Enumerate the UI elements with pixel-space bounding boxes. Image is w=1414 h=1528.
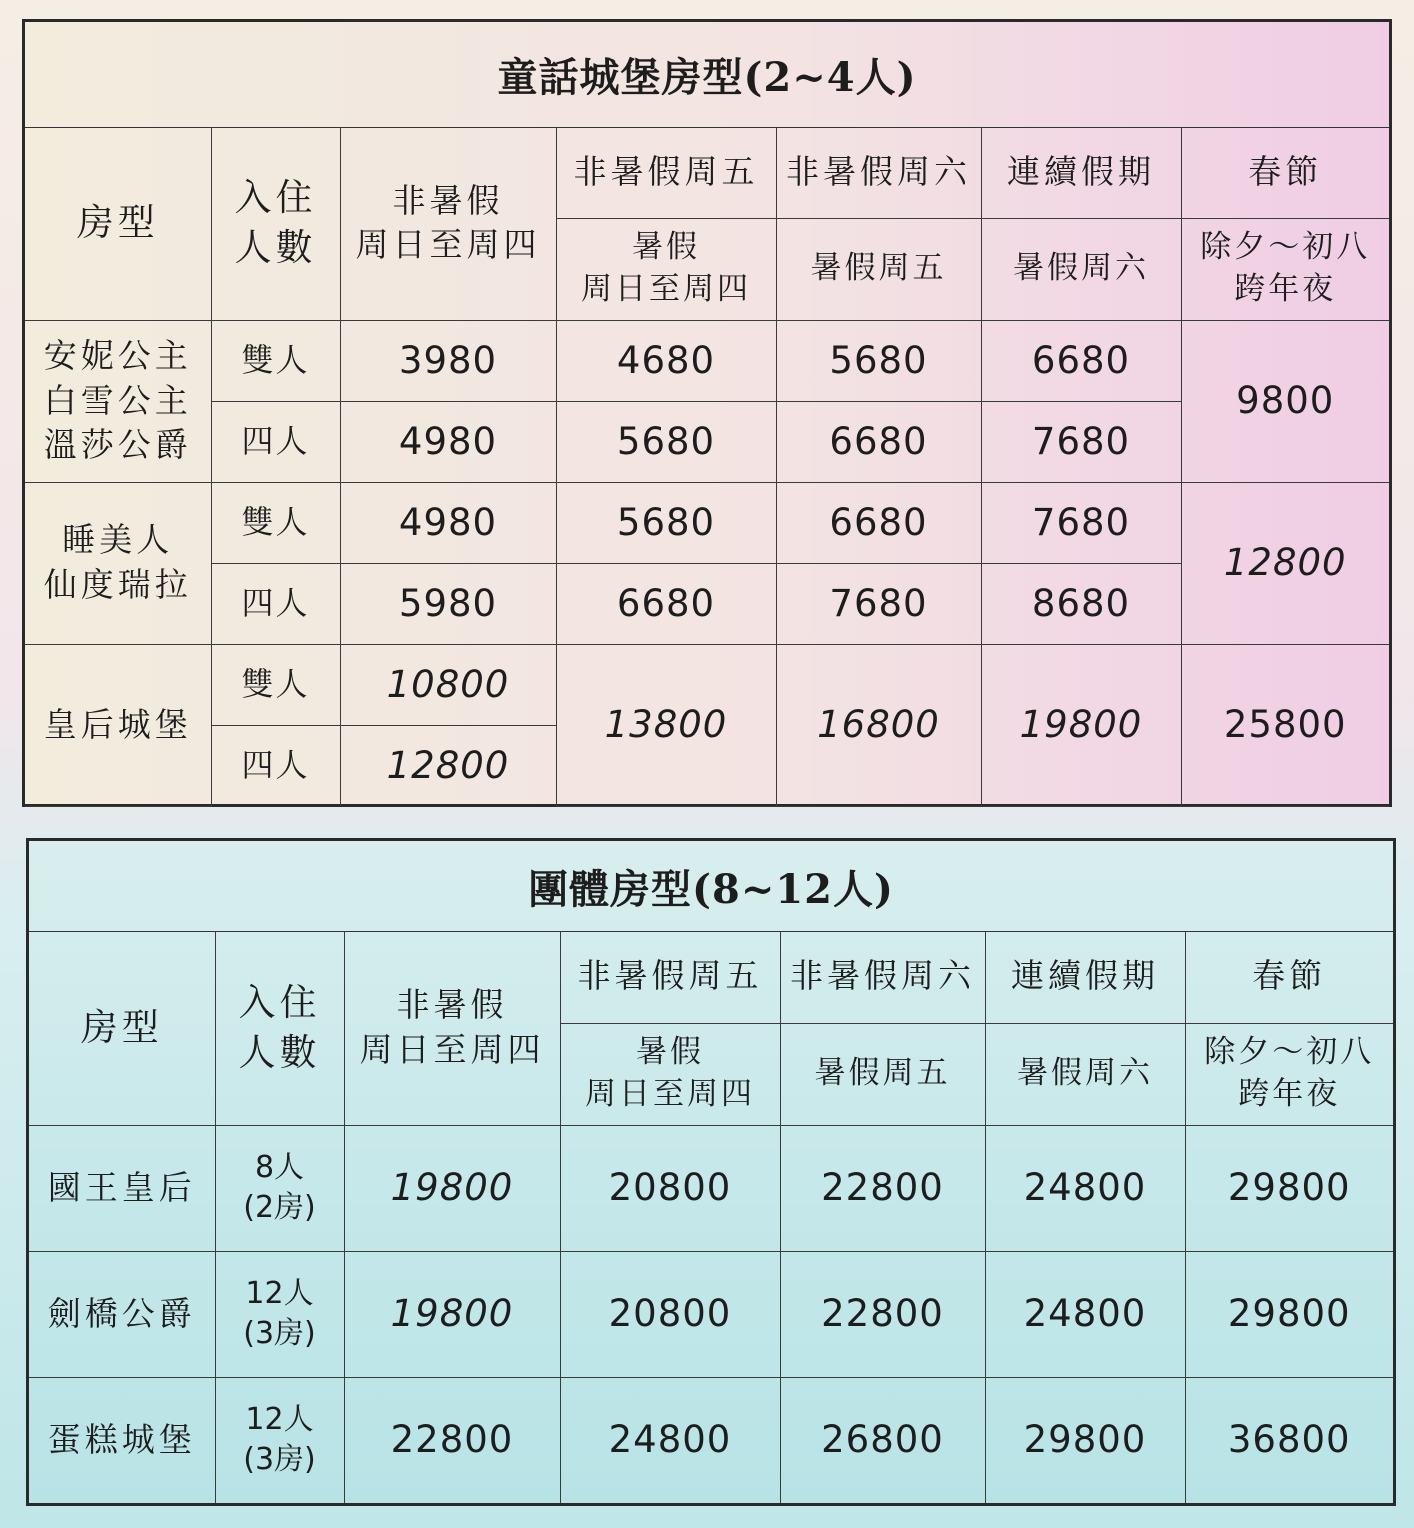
- price-cell: 24800: [985, 1125, 1185, 1251]
- room-name-cell: 睡美人 仙度瑞拉: [25, 482, 211, 644]
- header-lunar-new-year: 春節: [1181, 127, 1389, 218]
- price-cell: 24800: [985, 1251, 1185, 1377]
- price-cell: 6680: [776, 482, 981, 563]
- price-cell: 19800: [344, 1251, 560, 1377]
- price-cell: 16800: [776, 644, 981, 806]
- header-long-holiday: 連續假期: [981, 127, 1181, 218]
- occupancy-cell: 四人: [211, 401, 340, 482]
- price-cell: 19800: [344, 1125, 560, 1251]
- price-cell: 5680: [776, 320, 981, 401]
- table-row: [29, 1125, 1393, 1251]
- price-cell: 7680: [776, 563, 981, 644]
- price-cell: 6680: [776, 401, 981, 482]
- header-lunar-new-year: 春節: [1185, 931, 1393, 1023]
- occupancy-cell: 雙人: [211, 644, 340, 725]
- header-offseason-weekday: 非暑假 周日至周四: [344, 931, 560, 1125]
- header-room-type: 房型: [29, 931, 215, 1125]
- header-new-year-eve: 除夕～初八 跨年夜: [1181, 218, 1389, 320]
- occupancy-cell: 雙人: [211, 320, 340, 401]
- header-offseason-saturday: 非暑假周六: [780, 931, 985, 1023]
- price-cell: 6680: [981, 320, 1181, 401]
- price-cell: 20800: [560, 1125, 780, 1251]
- castle-room-table-title: 童話城堡房型(2~4人): [25, 22, 1389, 128]
- group-room-rate-table: [29, 931, 1393, 1503]
- room-name-cell: 劍橋公爵: [29, 1251, 215, 1377]
- price-cell: 29800: [1185, 1251, 1393, 1377]
- header-room-type: 房型: [25, 127, 211, 320]
- price-cell: 9800: [1181, 320, 1389, 482]
- table-row: [25, 320, 1389, 401]
- price-cell: 20800: [560, 1251, 780, 1377]
- header-summer-saturday: 暑假周六: [985, 1023, 1185, 1125]
- header-summer-weekday: 暑假 周日至周四: [556, 218, 776, 320]
- table-row: [25, 644, 1389, 725]
- occupancy-cell: 四人: [211, 725, 340, 806]
- price-cell: 22800: [780, 1251, 985, 1377]
- group-room-table-title: 團體房型(8~12人): [29, 841, 1393, 932]
- price-cell: 5680: [556, 482, 776, 563]
- table-row: [29, 1377, 1393, 1503]
- room-name-cell: 蛋糕城堡: [29, 1377, 215, 1503]
- group-room-rate-panel: [26, 838, 1396, 1506]
- header-offseason-saturday: 非暑假周六: [776, 127, 981, 218]
- price-cell: 12800: [340, 725, 556, 806]
- price-cell: 26800: [780, 1377, 985, 1503]
- price-cell: 22800: [780, 1125, 985, 1251]
- header-new-year-eve: 除夕～初八 跨年夜: [1185, 1023, 1393, 1125]
- header-offseason-friday: 非暑假周五: [556, 127, 776, 218]
- room-name-cell: 皇后城堡: [25, 644, 211, 806]
- price-cell: 24800: [560, 1377, 780, 1503]
- price-cell: 19800: [981, 644, 1181, 806]
- price-cell: 10800: [340, 644, 556, 725]
- header-occupancy: 入住 人數: [215, 931, 344, 1125]
- room-name-cell: 安妮公主 白雪公主 溫莎公爵: [25, 320, 211, 482]
- header-summer-saturday: 暑假周六: [981, 218, 1181, 320]
- castle-room-rate-panel: [22, 19, 1392, 807]
- price-cell: 12800: [1181, 482, 1389, 644]
- header-summer-weekday: 暑假 周日至周四: [560, 1023, 780, 1125]
- price-cell: 6680: [556, 563, 776, 644]
- price-cell: 4980: [340, 482, 556, 563]
- table-row: [29, 1251, 1393, 1377]
- occupancy-cell: 8人 (2房): [215, 1125, 344, 1251]
- price-cell: 5980: [340, 563, 556, 644]
- price-cell: 13800: [556, 644, 776, 806]
- price-cell: 8680: [981, 563, 1181, 644]
- header-offseason-friday: 非暑假周五: [560, 931, 780, 1023]
- price-cell: 3980: [340, 320, 556, 401]
- header-summer-friday: 暑假周五: [780, 1023, 985, 1125]
- header-summer-friday: 暑假周五: [776, 218, 981, 320]
- price-cell: 22800: [344, 1377, 560, 1503]
- castle-room-rate-table: [25, 127, 1389, 807]
- room-name-cell: 國王皇后: [29, 1125, 215, 1251]
- price-cell: 25800: [1181, 644, 1389, 806]
- price-cell: 4680: [556, 320, 776, 401]
- table-header-row: [29, 931, 1393, 1023]
- table-row: [25, 482, 1389, 563]
- price-cell: 29800: [985, 1377, 1185, 1503]
- price-cell: 5680: [556, 401, 776, 482]
- header-occupancy: 入住 人數: [211, 127, 340, 320]
- occupancy-cell: 雙人: [211, 482, 340, 563]
- price-cell: 7680: [981, 401, 1181, 482]
- table-header-row: [25, 127, 1389, 218]
- price-cell: 29800: [1185, 1125, 1393, 1251]
- occupancy-cell: 12人 (3房): [215, 1251, 344, 1377]
- price-cell: 7680: [981, 482, 1181, 563]
- occupancy-cell: 12人 (3房): [215, 1377, 344, 1503]
- header-offseason-weekday: 非暑假 周日至周四: [340, 127, 556, 320]
- header-long-holiday: 連續假期: [985, 931, 1185, 1023]
- price-cell: 4980: [340, 401, 556, 482]
- occupancy-cell: 四人: [211, 563, 340, 644]
- price-cell: 36800: [1185, 1377, 1393, 1503]
